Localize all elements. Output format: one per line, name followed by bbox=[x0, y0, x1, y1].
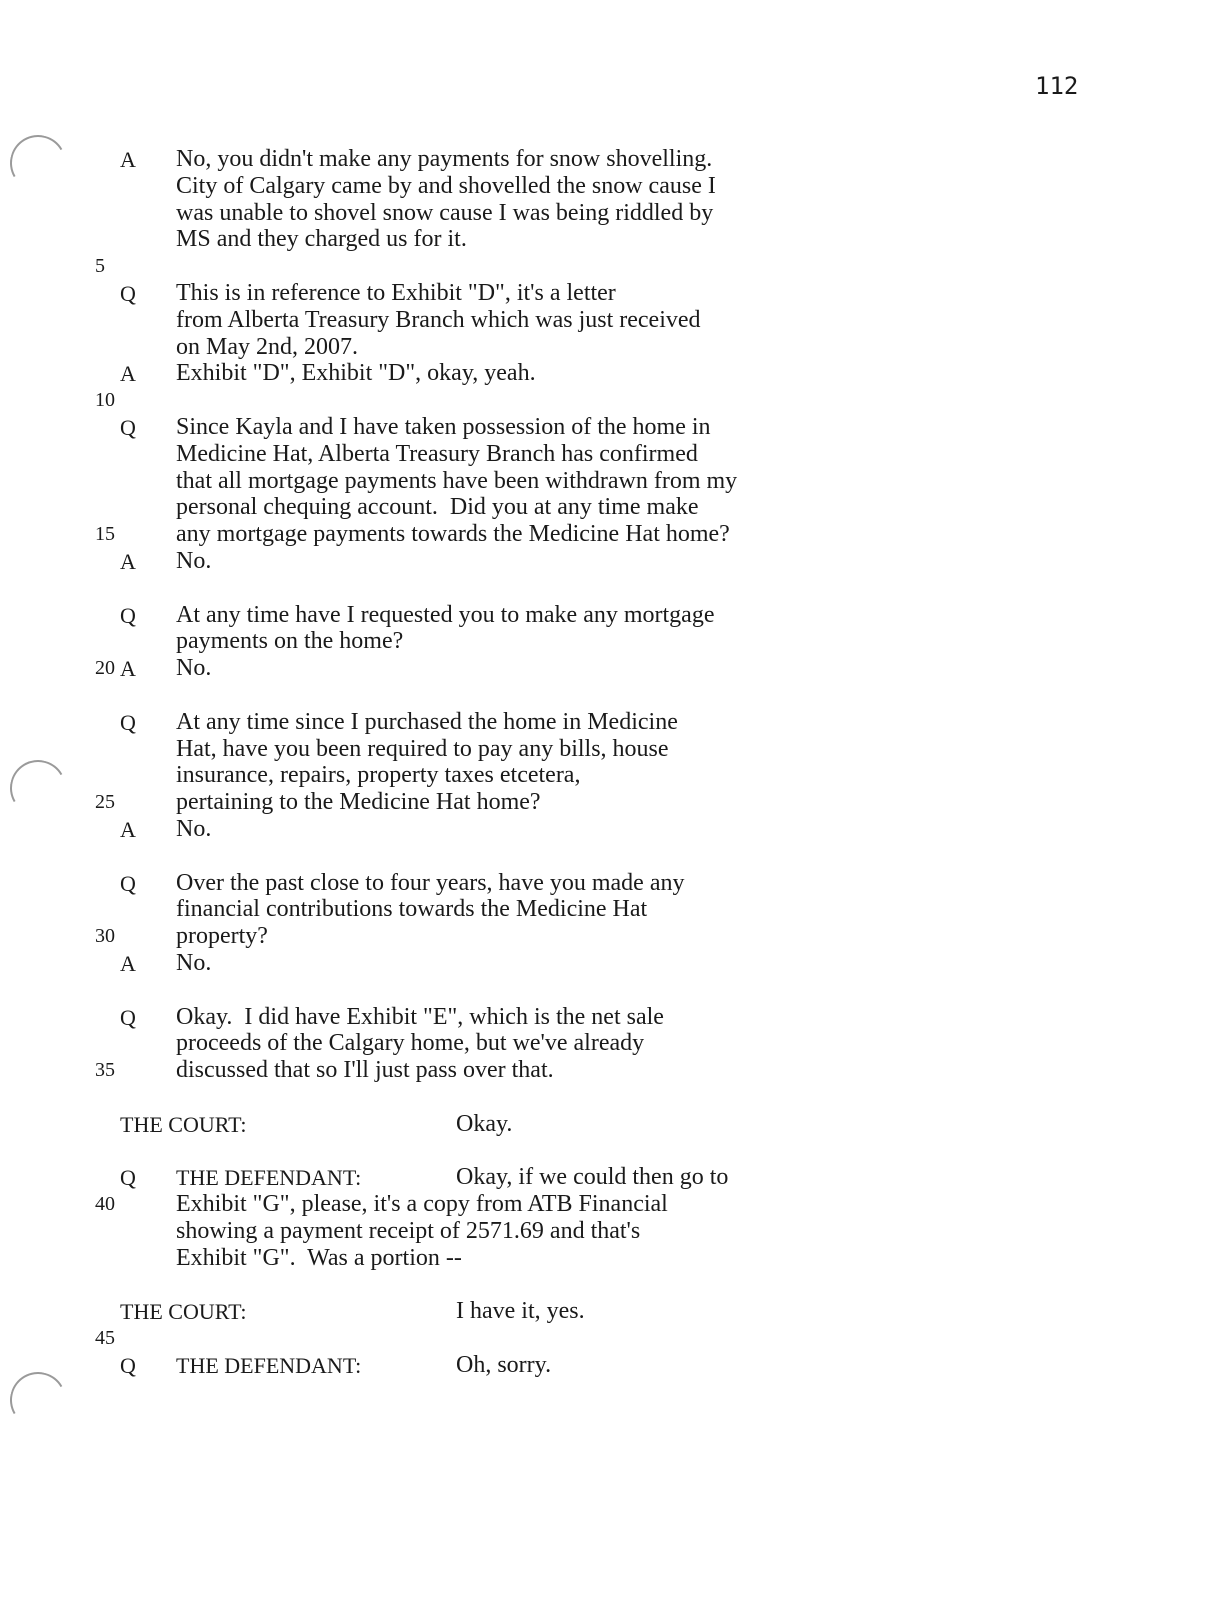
line-text: insurance, repairs, property taxes etcetera, bbox=[176, 762, 581, 789]
line-text: property? bbox=[176, 923, 268, 950]
line-text: Since Kayla and I have taken possession of the home in bbox=[176, 414, 711, 440]
transcript-line bbox=[0, 575, 1229, 602]
speaker-label: A bbox=[120, 951, 136, 976]
transcript-line bbox=[0, 816, 1229, 843]
speaker-label: Q bbox=[120, 870, 136, 896]
speaker-label: Q bbox=[120, 602, 136, 628]
line-text: City of Calgary came by and shovelled the snow cause I bbox=[176, 172, 716, 199]
speaker-label: A bbox=[120, 656, 136, 682]
line-number: 40 bbox=[95, 1193, 115, 1216]
transcript-line bbox=[0, 468, 1229, 495]
transcript-line bbox=[0, 1325, 1229, 1352]
line-number: 30 bbox=[95, 925, 115, 948]
transcript-line bbox=[0, 1218, 1229, 1245]
transcript-line bbox=[0, 1164, 1229, 1191]
line-text: No. bbox=[176, 950, 212, 976]
speaker-label: A bbox=[120, 817, 136, 842]
line-text: personal chequing account. Did you at any time make bbox=[176, 494, 699, 521]
line-text: Okay. I did have Exhibit "E", which is the net sale bbox=[176, 1003, 664, 1030]
line-text: MS and they charged us for it. bbox=[176, 226, 467, 253]
transcript-line bbox=[0, 441, 1229, 468]
speaker-role: THE COURT: bbox=[120, 1111, 247, 1137]
transcript-line bbox=[0, 1245, 1229, 1272]
transcript-line bbox=[0, 789, 1229, 816]
line-text: No. bbox=[176, 655, 212, 682]
transcript-line bbox=[0, 1298, 1229, 1325]
transcript-line bbox=[0, 682, 1229, 709]
line-number: 15 bbox=[95, 523, 115, 546]
transcript-line bbox=[0, 977, 1229, 1004]
transcript-line bbox=[0, 602, 1229, 629]
line-text: discussed that so I'll just pass over that. bbox=[176, 1057, 554, 1084]
transcript-line bbox=[0, 709, 1229, 736]
transcript-line bbox=[0, 521, 1229, 548]
speaker-label: A bbox=[120, 361, 136, 387]
transcript-line bbox=[0, 655, 1229, 682]
speaker-label: A bbox=[120, 147, 136, 172]
transcript-line bbox=[0, 1004, 1229, 1031]
page-number: 112 bbox=[1035, 72, 1079, 100]
line-text: No, you didn't make any payments for snow shovelling. bbox=[176, 146, 713, 172]
line-number: 10 bbox=[95, 389, 115, 412]
line-text: No. bbox=[176, 548, 212, 574]
speaker-label: A bbox=[120, 549, 136, 574]
transcript-line bbox=[0, 414, 1229, 441]
transcript-line bbox=[0, 950, 1229, 977]
speaker-role: THE DEFENDANT: bbox=[176, 1353, 362, 1378]
transcript-line bbox=[0, 1138, 1229, 1165]
line-text: financial contributions towards the Medicine Hat bbox=[176, 896, 648, 923]
line-text: Exhibit "D", Exhibit "D", okay, yeah. bbox=[176, 360, 536, 387]
transcript-line bbox=[0, 146, 1229, 173]
transcript-line bbox=[0, 307, 1229, 334]
speaker-label: Q bbox=[120, 281, 136, 306]
line-text: Exhibit "G", please, it's a copy from ATB Financial bbox=[176, 1191, 668, 1218]
line-text: No. bbox=[176, 816, 212, 842]
transcript-line bbox=[0, 762, 1229, 789]
transcript-line bbox=[0, 896, 1229, 923]
transcript-line bbox=[0, 548, 1229, 575]
transcript-line bbox=[0, 628, 1229, 655]
speaker-label: Q bbox=[120, 1004, 136, 1030]
line-text: Over the past close to four years, have you made any bbox=[176, 869, 685, 896]
line-text: Medicine Hat, Alberta Treasury Branch has confirmed bbox=[176, 440, 698, 467]
line-number: 25 bbox=[95, 791, 115, 814]
transcript-line bbox=[0, 1111, 1229, 1138]
line-number: 20 bbox=[95, 657, 115, 680]
transcript-line bbox=[0, 387, 1229, 414]
speaker-label: Q bbox=[120, 415, 136, 440]
line-text: This is in reference to Exhibit "D", it's a letter bbox=[176, 280, 616, 306]
line-text: Okay, if we could then go to bbox=[456, 1164, 729, 1191]
speaker-role: THE COURT: bbox=[120, 1299, 247, 1325]
transcript-line bbox=[0, 334, 1229, 361]
speaker-role: THE DEFENDANT: bbox=[176, 1165, 362, 1191]
transcript-line bbox=[0, 923, 1229, 950]
transcript-line bbox=[0, 1272, 1229, 1299]
line-text: that all mortgage payments have been withdrawn from my bbox=[176, 467, 738, 494]
transcript-line bbox=[0, 1352, 1229, 1379]
speaker-label: Q bbox=[120, 1353, 136, 1378]
transcript-line bbox=[0, 1057, 1229, 1084]
transcript-line bbox=[0, 736, 1229, 763]
speaker-label: Q bbox=[120, 1165, 136, 1191]
line-text: payments on the home? bbox=[176, 628, 404, 655]
transcript-line bbox=[0, 1030, 1229, 1057]
line-text: Exhibit "G". Was a portion -- bbox=[176, 1244, 462, 1271]
transcript-line bbox=[0, 226, 1229, 253]
transcript-line bbox=[0, 253, 1229, 280]
line-text: I have it, yes. bbox=[456, 1298, 585, 1325]
line-text: Oh, sorry. bbox=[456, 1352, 552, 1378]
line-text: from Alberta Treasury Branch which was just received bbox=[176, 306, 701, 333]
transcript-line bbox=[0, 870, 1229, 897]
transcript-line bbox=[0, 360, 1229, 387]
transcript-line bbox=[0, 173, 1229, 200]
line-text: At any time since I purchased the home in Medicine bbox=[176, 708, 678, 735]
line-number: 45 bbox=[95, 1327, 115, 1350]
transcript-line bbox=[0, 1084, 1229, 1111]
line-number: 5 bbox=[95, 255, 105, 278]
line-text: Hat, have you been required to pay any bills, house bbox=[176, 735, 669, 762]
transcript-line bbox=[0, 280, 1229, 307]
line-text: any mortgage payments towards the Medicine Hat home? bbox=[176, 521, 730, 548]
transcript-line bbox=[0, 843, 1229, 870]
transcript-line bbox=[0, 1191, 1229, 1218]
transcript-line bbox=[0, 494, 1229, 521]
line-text: was unable to shovel snow cause I was being riddled by bbox=[176, 199, 714, 226]
line-text: pertaining to the Medicine Hat home? bbox=[176, 789, 541, 816]
line-number: 35 bbox=[95, 1059, 115, 1082]
speaker-label: Q bbox=[120, 709, 136, 735]
line-text: showing a payment receipt of 2571.69 and that's bbox=[176, 1218, 641, 1244]
line-text: At any time have I requested you to make any mortgage bbox=[176, 601, 715, 628]
transcript-line bbox=[0, 200, 1229, 227]
line-text: on May 2nd, 2007. bbox=[176, 333, 358, 360]
line-text: proceeds of the Calgary home, but we've already bbox=[176, 1030, 645, 1057]
line-text: Okay. bbox=[456, 1110, 513, 1137]
